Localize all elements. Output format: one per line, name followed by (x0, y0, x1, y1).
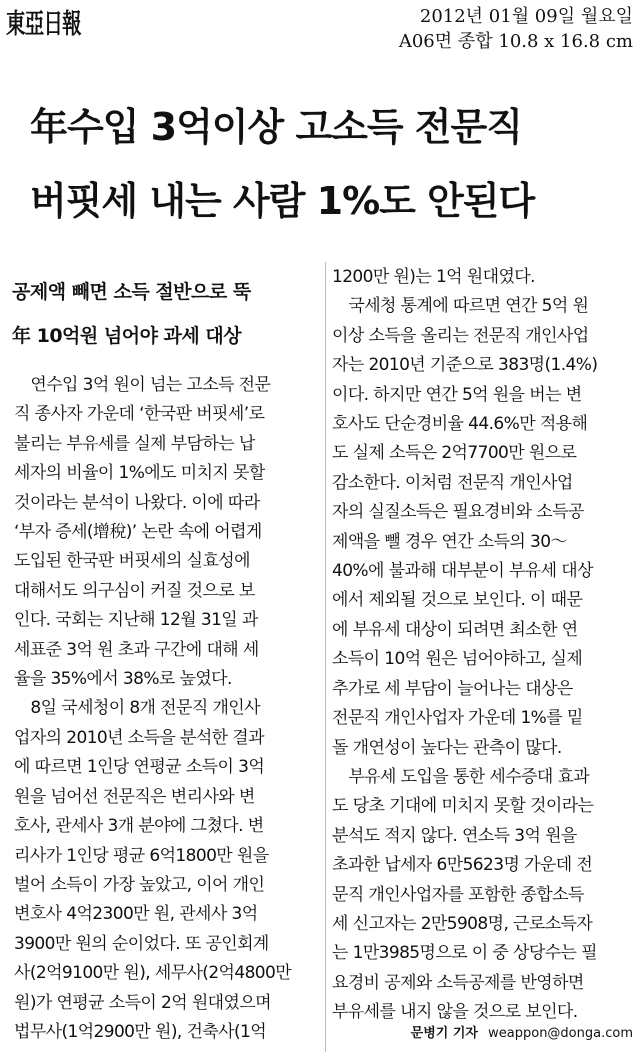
subheadline (12, 270, 322, 358)
article-text-line: 3900만 원의 순이었다. 또 공인회계 (14, 933, 269, 954)
article-text-line: 호사, 관세사 3개 분야에 그쳤다. 변 (14, 816, 264, 837)
headline (30, 90, 630, 238)
article-text-line: ‘부자 증세(增稅)’ 논란 속에 어렵게 (14, 522, 262, 543)
article-text-line: 인다. 국회는 지난해 12월 31일 과 (14, 610, 258, 631)
byline (411, 1022, 633, 1041)
article-text-line: 제액을 뺄 경우 연간 소득의 30～ (332, 531, 567, 552)
article-text-line: 도 실제 소득은 2억7700만 원으로 (332, 443, 577, 464)
article-text-line: 40%에 불과해 대부분이 부유세 대상 (332, 561, 593, 582)
article-column-right (332, 263, 634, 1028)
column-divider (325, 262, 326, 1052)
article-text-line: 원)가 연평균 소득이 2억 원대였으며 (14, 992, 271, 1013)
article-text-line: 소득이 10억 원은 넘어야하고, 실제 (332, 649, 583, 670)
article-column-left (14, 371, 319, 1047)
article-text-line: 8일 국세청이 8개 전문직 개인사 (14, 698, 260, 719)
article-text-line: 율을 35%에서 38%로 높였다. (14, 669, 232, 690)
article-text-line: 에 따르면 1인당 연평균 소득이 3억 (14, 757, 265, 778)
article-text-line: 도 당초 기대에 미치지 못할 것이라는 (332, 796, 594, 817)
article-text-line: 리사가 1인당 평균 6억1800만 원을 (14, 845, 269, 866)
article-text-line: 사(2억9100만 원), 세무사(2억4800만 (14, 963, 292, 984)
article-text-line: 초과한 납세자 6만5623명 가운데 전 (332, 855, 593, 876)
publication-date: 2012년 01월 09일 월요일 (419, 6, 633, 27)
article-text-line: 도입된 한국판 버핏세의 실효성에 (14, 551, 250, 572)
masthead-logo: 東亞日報 (6, 9, 81, 40)
page-info: A06면 종합 10.8 x 16.8 cm (398, 31, 633, 52)
article-text-line: 전문직 개인사업자 가운데 1%를 밑 (332, 708, 583, 729)
article-text-line: 연수입 3억 원이 넘는 고소득 전문 (14, 375, 271, 395)
article-text-line: 자는 2010년 기준으로 383명(1.4%) (332, 355, 598, 376)
reporter-name: 문병기 기자 (410, 1026, 478, 1041)
article-text-line: 호사도 단순경비율 44.6%만 적용해 (332, 414, 588, 435)
article-text-line: 변호사 4억2300만 원, 관세사 3억 (14, 904, 258, 925)
article-text-line: 부유세 도입을 통한 세수증대 효과 (332, 766, 590, 787)
article-text-line: 원을 넘어선 전문직은 변리사와 변 (14, 786, 255, 807)
article-text-line: 법무사(1억2900만 원), 건축사(1억 (14, 1021, 267, 1042)
article-text-line: 세표준 3억 원 초과 구간에 대해 세 (14, 639, 259, 660)
article-text-line: 추가로 세 부담이 늘어나는 대상은 (332, 678, 573, 699)
article-text-line: 부유세를 내지 않을 것으로 보인다. (332, 1002, 578, 1023)
reporter-email: weappon@donga.com (488, 1026, 633, 1041)
article-text-line: 이다. 하지만 연간 5억 원을 버는 변 (332, 384, 582, 405)
article-text-line: 국세청 통계에 따르면 연간 5억 원 (332, 296, 589, 317)
article-text-line: 업자의 2010년 소득을 분석한 결과 (14, 727, 264, 748)
article-text-line: 세 신고자는 2만5908명, 근로소득자 (332, 913, 593, 934)
article-text-line: 에 부유세 대상이 되려면 최소한 연 (332, 619, 578, 640)
article-text-line: 불리는 부유세를 실제 부담하는 납 (14, 433, 255, 454)
article-text-line: 감소한다. 이처럼 전문직 개인사업 (332, 472, 573, 493)
article-text-line: 돌 개연성이 높다는 관측이 많다. (332, 737, 562, 758)
headline-line-2: 버핏세 내는 사람 1%도 안된다 (30, 179, 535, 223)
article-text-line: 대해서도 의구심이 커질 것으로 보 (14, 580, 255, 601)
headline-line-1: 年수입 3억이상 고소득 전문직 (30, 105, 522, 149)
article-text-line: 요경비 공제와 소득공제를 반영하면 (332, 972, 584, 993)
article-text-line: 1200만 원)는 1억 원대였다. (332, 267, 535, 287)
article-text-line: 는 1만3985명으로 이 중 상당수는 필 (332, 943, 597, 964)
subheadline-line-2: 年 10억원 넘어야 과세 대상 (12, 325, 242, 347)
article-text-line: 자의 실질소득은 필요경비와 소득공 (332, 502, 584, 523)
article-text-line: 것이라는 분석이 나왔다. 이에 따라 (14, 492, 260, 513)
article-text-line: 문직 개인사업자를 포함한 종합소득 (332, 884, 584, 905)
publication-meta (399, 4, 633, 54)
article-text-line: 분석도 적지 않다. 연소득 3억 원을 (332, 825, 577, 846)
article-text-line: 이상 소득을 올리는 전문직 개인사업 (332, 325, 589, 346)
article-text-line: 세자의 비율이 1%에도 미치지 못할 (14, 463, 265, 484)
article-text-line: 에서 제외될 것으로 보인다. 이 때문 (332, 590, 583, 611)
article-text-line: 벌어 소득이 가장 높았고, 이어 개인 (14, 874, 265, 895)
subheadline-line-1: 공제액 빼면 소득 절반으로 뚝 (12, 281, 251, 303)
article-text-line: 직 종사자 가운데 ‘한국판 버핏세’로 (14, 404, 265, 425)
